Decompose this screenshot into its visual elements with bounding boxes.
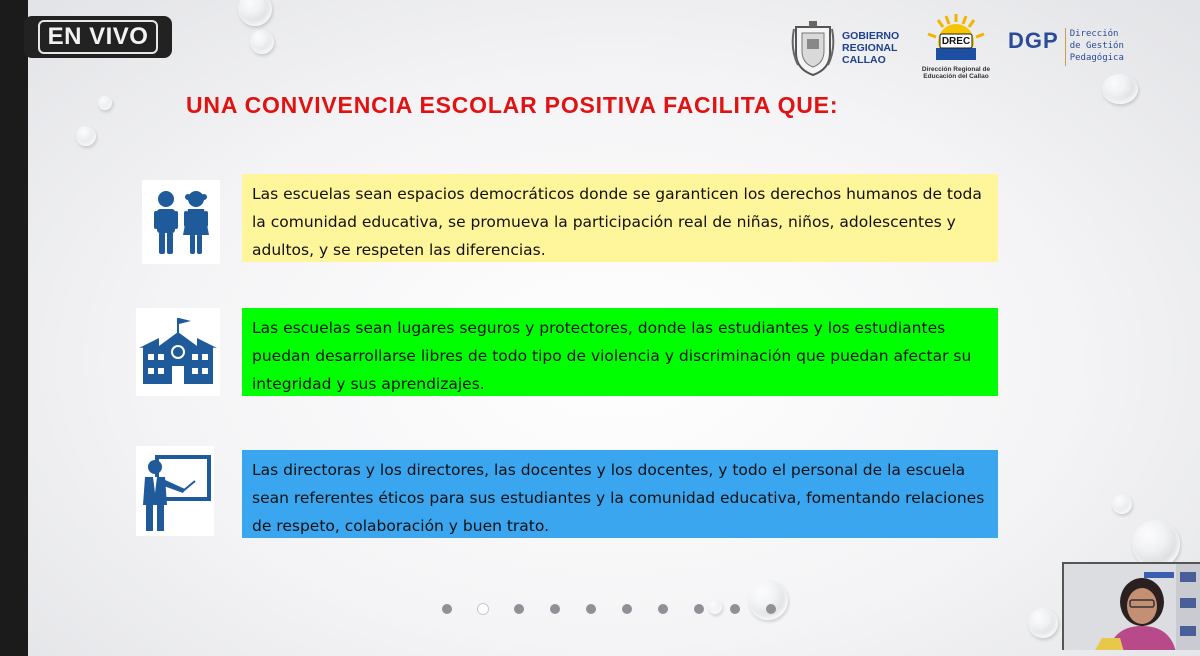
drec-caption — [916, 66, 996, 80]
slide-dot[interactable] — [514, 604, 524, 614]
water-drop-decoration — [76, 126, 96, 146]
dgp-desc-line: Pedagógica — [1069, 53, 1124, 63]
gobierno-regional-logo — [790, 16, 900, 80]
slide-dot[interactable] — [694, 604, 704, 614]
presenter-video-icon — [1064, 564, 1200, 650]
header-logos — [790, 12, 1170, 82]
live-badge — [24, 16, 172, 58]
principle-box-ethical-referents — [242, 450, 998, 538]
presenter-video-thumbnail[interactable] — [1062, 562, 1200, 650]
live-badge-label: EN VIVO — [38, 20, 159, 54]
dgp-desc-line: de Gestión — [1069, 41, 1124, 51]
dgp-separator — [1065, 28, 1066, 66]
slide-dot-active[interactable] — [478, 604, 488, 614]
principle-text: Las escuelas sean espacios democráticos donde se garanticen los derechos humanos de toda la comunidad educativa, se promueva la participación real de niñas, niños, adolescentes y adultos, y se respeten las diferencias. — [252, 185, 982, 259]
principle-box-democratic — [242, 174, 998, 262]
drec-caption-line: Educación del Callao — [923, 73, 989, 80]
drec-logo — [916, 12, 996, 80]
school-icon-box — [136, 308, 220, 396]
water-drop-decoration — [1112, 494, 1132, 514]
water-drop-decoration — [1028, 608, 1058, 638]
water-drop-decoration — [748, 580, 788, 620]
children-icon-box — [142, 180, 220, 264]
gob-line: CALLAO — [842, 54, 886, 66]
dgp-logo — [1008, 28, 1124, 66]
slide-dot[interactable] — [766, 604, 776, 614]
slide-dot[interactable] — [658, 604, 668, 614]
slide-dot[interactable] — [550, 604, 560, 614]
water-drop-decoration — [238, 0, 272, 26]
gob-line: GOBIERNO — [842, 30, 900, 42]
teacher-board-icon — [137, 449, 213, 533]
water-drop-decoration — [98, 96, 112, 110]
drec-acronym: DREC — [941, 36, 971, 47]
children-icon — [146, 187, 216, 257]
water-drop-decoration — [250, 30, 274, 54]
dgp-desc-line: Dirección — [1069, 29, 1119, 39]
principle-text: Las escuelas sean lugares seguros y protectores, donde las estudiantes y los estudiantes puedan desarrollarse libres de todo tipo de violencia y discriminación que puedan afectar su integridad y sus aprendizajes. — [252, 319, 972, 393]
presentation-slide — [28, 0, 1200, 656]
slide-dot[interactable] — [442, 604, 452, 614]
teacher-icon-box — [136, 446, 214, 536]
coat-of-arms-icon — [790, 19, 836, 77]
water-drop-decoration — [1132, 520, 1180, 568]
school-building-icon — [139, 316, 217, 388]
slide-pagination — [442, 604, 776, 614]
gobierno-regional-text — [842, 30, 899, 66]
slide-dot[interactable] — [622, 604, 632, 614]
drec-caption-line: Dirección Regional de — [921, 66, 991, 73]
gob-line: REGIONAL — [842, 42, 898, 54]
dgp-acronym: DGP — [1008, 28, 1059, 53]
principle-box-safe-schools — [242, 308, 998, 396]
principle-text: Las directoras y los directores, las docentes y los docentes, y todo el personal de la escuela sean referentes éticos para sus estudiantes y la comunidad educativa, fomentando relaciones de respeto, colaboración y buen trato. — [252, 461, 985, 535]
slide-dot[interactable] — [730, 604, 740, 614]
dgp-description — [1070, 28, 1124, 64]
slide-title: UNA CONVIVENCIA ESCOLAR POSITIVA FACILITA QUE: — [186, 92, 839, 118]
slide-dot[interactable] — [586, 604, 596, 614]
